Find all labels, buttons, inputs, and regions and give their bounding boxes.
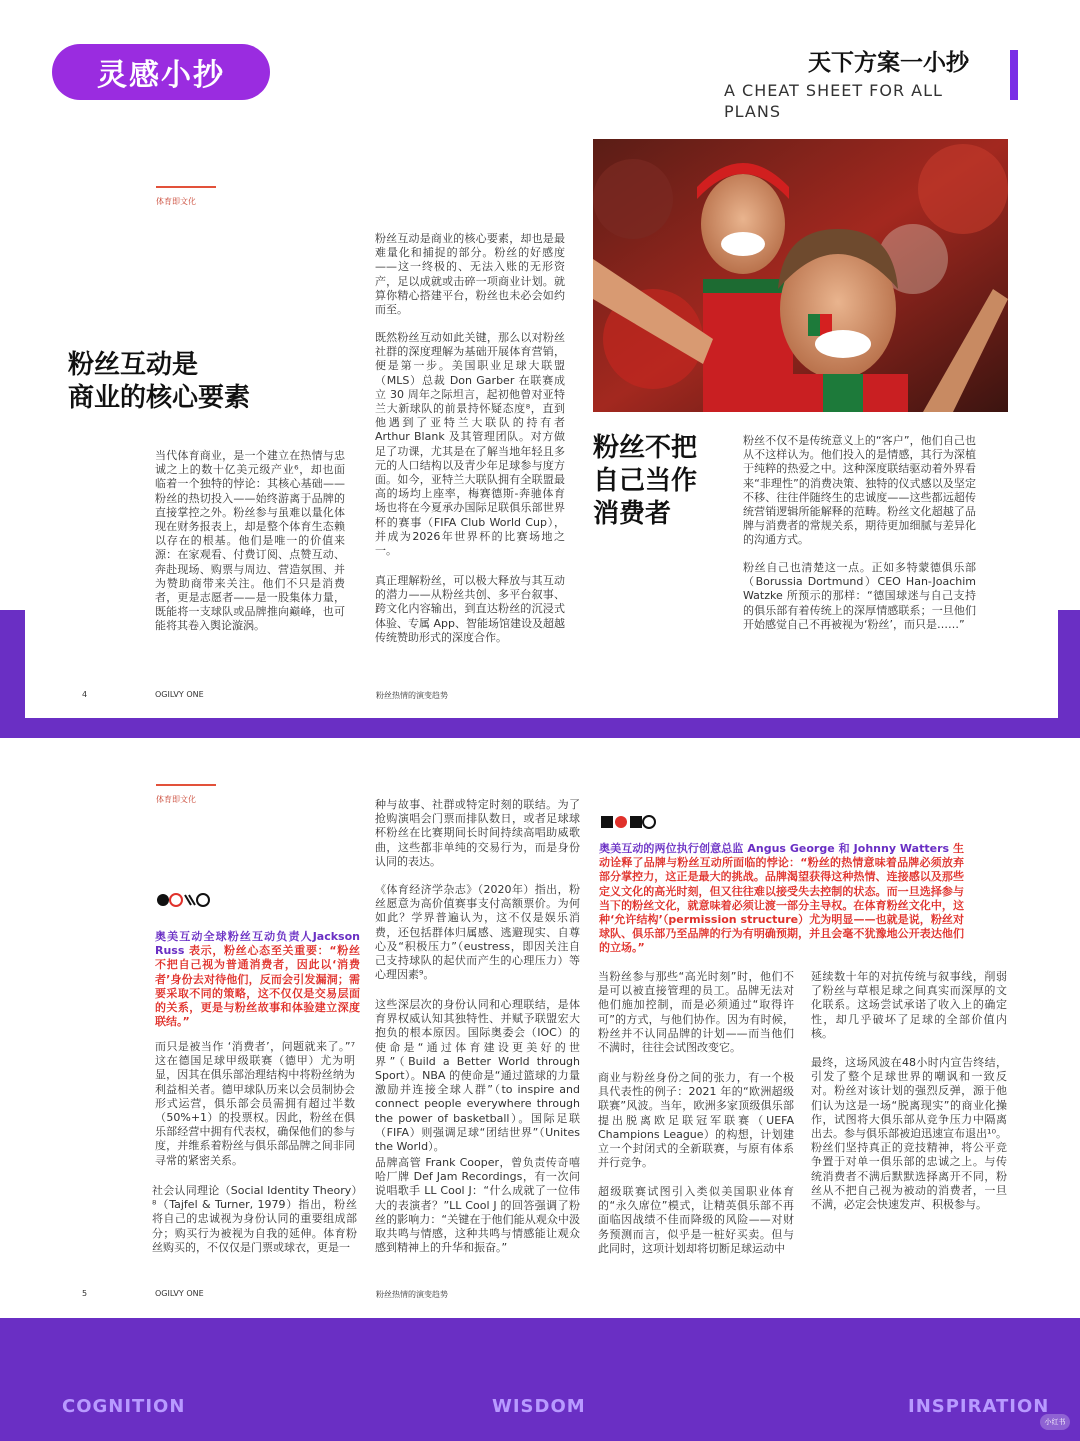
section-tag: 体育即文化 [156,197,196,206]
platform-watermark: 小红书 [1040,1414,1070,1430]
tag-divider [156,186,216,188]
body-column-2-para-3: 真正理解粉丝，可以极大释放与其互动的潜力——从粉丝共创、多平台叙事、跨文化内容输出，到直达粉丝的沉浸式体验、专属 App、智能场馆建设及超越传统赞助形式的深度合作。 [375,574,565,644]
p2-column-3-para-3: 超级联赛试图引入类似美国职业体育的“永久席位”模式，让精英俱乐部不再面临因战绩不佳而降级的风险——对财务预测而言，似乎是一桩好买卖。但与此同时，这项计划却将切断足球运动中 [598,1185,794,1255]
headline-2-line-3: 消费者 [593,499,672,529]
p2-column-1-para-2: 社会认同理论（Social Identity Theory）⁸（Tajfel & Turner, 1979）指出，粉丝将自己的忠诚视为身份认同的重要组成部分；购买行为被视为自我的延伸。体育粉丝购买的，不仅仅是门票或球衣，更是一 [152,1184,357,1254]
headline-2 [593,432,697,531]
headline-line-1: 粉丝互动是 [68,350,199,380]
bottom-label-cognition: COGNITION [62,1396,186,1417]
footer-title: 粉丝热情的演变趋势 [376,691,448,700]
page-number: 5 [82,1289,88,1298]
brand-logo [52,44,270,100]
p2-column-1-para-1: 而只是被当作 ‘消费者’，问题就来了。”⁷这在德国足球甲级联赛（德甲）尤为明显，因其在俱乐部治理结构中将粉丝纳为利益相关者。德甲球队历来以会员制协会形式运营，俱乐部会员需拥有超过半数（50%+1）的投票权。因此，粉丝在俱乐部经营中拥有代表权，确保他们的参与度，并维系着粉丝与俱乐部品牌之间非同寻常的紧密关系。 [155,1040,355,1167]
fans-photo-illustration [593,139,1008,412]
body-column-2-para-2: 既然粉丝互动如此关键，那么以对粉丝社群的深度理解为基础开展体育营销，便是第一步。美国职业足球大联盟（MLS）总裁 Don Garber 在联赛成立 30 周年之际坦言，起初他曾对亚特兰大新球队的前景持怀疑态度⁸，直到他遇到了亚特兰大联队的持有者 Arthur Blank 及其管理团队。对方做足了功课，尤其是在了解当地年轻且多元的人口结构以及青少年足球参与度方面。如今，亚特兰大联队拥有全联盟最高的场均上座率，梅赛德斯-奔驰体育场也将在今夏承办国际足联俱乐部世界杯的赛事（FIFA Club World Cup），并成为2026年世界杯的比赛场地之一。 [375,331,565,558]
headline-line-2: 商业的核心要素 [68,383,251,413]
emblem-icon-2 [600,814,656,833]
body-column-2-para-1: 粉丝互动是商业的核心要素，却也是最难量化和捕捉的部分。粉丝的好感度——这一终极的、无法入账的无形资产，足以成就或击碎一项商业计划。就算你精心搭建平台，粉丝也未必会如约而至。 [375,232,565,317]
fans-photo [593,139,1008,412]
pull-quote-1-source: 奥美互动全球粉丝互动负责人Jackson Russ [155,930,360,958]
body-column-1: 当代体育商业，是一个建立在热情与忠诚之上的数十亿美元级产业⁶，却也面临着一个独特的悖论：其核心基础——粉丝的热切投入——始终游离于品牌的直接掌控之外。粉丝参与虽难以量化体现在财务报表上，却是整个体育生态赖以存在的根基。他们是唯一的价值来源：在家观看、付费订阅、点赞互动、奔赴现场、购票与周边、营造氛围、并为赞助商带来关注。他们不只是消费者，更是志愿者——是一股集体力量，既能将一支球队或品牌推向巅峰，也可能将其卷入舆论漩涡。 [155,449,345,633]
bottom-label-inspiration: INSPIRATION [908,1396,1050,1417]
bottom-label-wisdom: WISDOM [492,1396,586,1417]
page-number: 4 [82,690,88,699]
body-column-3-para-1: 粉丝不仅不是传统意义上的“客户”，他们自己也从不这样认为。他们投入的是情感，其行为深植于纯粹的热爱之中。这种深度联结驱动着外界看来“非理性”的消费决策、独特的仪式感以及坚定不移、往往伴随终生的忠诚度——这些都远超传统营销逻辑所能解释的范畴。粉丝文化超越了品牌与消费者的常规关系，期待更加细腻与差异化的沟通方式。 [743,434,976,547]
series-subtitle: A CHEAT SHEET FOR ALL PLANS [724,81,943,121]
p2-column-4-para-2: 最终，这场风波在48小时内宣告终结，引发了整个足球世界的嘲讽和一致反对。粉丝对该计划的强烈反弹，源于他们认为这是一场“脱离现实”的商业化操作，试图将大俱乐部从竞争压力中隔离出去。参与俱乐部被迫迅速宣布退出¹⁰。粉丝们坚持真正的竞技精神，将公平竞争置于对单一俱乐部的忠诚之上。与传统消费者不满后默默选择离开不同，粉丝从不把自己视为被动的消费者，一旦不满，必定会快速发声、积极参与。 [811,1056,1007,1212]
p2-column-2-para-3: 这些深层次的身份认同和心理联结，是体育界权威认知其独特性、并赋予联盟宏大抱负的根本原因。国际奥委会（IOC）的使命是“通过体育建设更美好的世界”（Build a Better World through Sport）。NBA 的使命是“通过篮球的力量激励并连接全球人群”（to inspire and connect people everywhere through the power of basketball）。国际足联（FIFA）则强调足球“团结世界”（Unites the World）。 [375,998,580,1154]
p2-column-2-para-4: 品牌高管 Frank Cooper，曾负责传奇嘻哈厂牌 Def Jam Recordings，有一次问说唱歌手 LL Cool J：“什么成就了一位伟大的表演者？”LL Cool J 的回答强调了粉丝的影响力：“关键在于他们能从观众中汲取共鸣与情感，这种共鸣与情感能让观众感到精神上的升华和振奋。” [375,1156,580,1255]
pull-quote-1 [155,930,360,1029]
p2-column-4-para-1: 延续数十年的对抗传统与叙事线，削弱了粉丝与草根足球之间真实而深厚的文化联系。这场尝试承诺了收入上的确定性，却几乎破坏了足球的全部价值内核。 [811,970,1007,1040]
pull-quote-2-source: 奥美互动的两位执行创意总监 Angus George 和 Johnny Watters [599,842,950,855]
pull-quote-2 [599,842,964,956]
footer-brand: OGILVY ONE [155,1289,204,1298]
footer-brand: OGILVY ONE [155,690,204,699]
p2-column-3-para-2: 商业与粉丝身份之间的张力，有一个极具代表性的例子：2021 年的“欧洲超级联赛”风波。当年，欧洲多家顶级俱乐部提出脱离欧足联冠军联赛（UEFA Champions League）的构想，计划建立一个封闭式的全新联赛，与原有体系并行竞争。 [598,1071,794,1170]
brand-logo-text: 灵感小抄 [97,58,225,93]
pull-quote-2-text: 生动诠释了品牌与粉丝互动所面临的悖论：“粉丝的热情意味着品牌必须放弃部分掌控力，这正是最大的挑战。品牌渴望获得这种热情、连接感以及那些定义文化的高光时刻，但又往往难以接受失去控制的状态。而一旦选择参与当下的粉丝文化，就意味着必须让渡一部分主导权。在体育粉丝文化中，这种‘允许结构’（permission structure）尤为明显——也就是说，粉丝对球队、俱乐部乃至品牌的行为有明确预期，并且会毫不犹豫地公开表达他们的立场。” [599,842,964,955]
series-title: 天下方案一小抄 [808,50,969,76]
emblem-icon [156,892,212,911]
footer-title: 粉丝热情的演变趋势 [376,1290,448,1299]
p2-column-3-para-1: 当粉丝参与那些“高光时刻”时，他们不是可以被直接管理的员工。品牌无法对他们施加控制，而是必须通过“取得许可”的方式，与他们协作。因为有时候，粉丝并不认同品牌的计划——而当他们不满时，往往会试图改变它。 [598,970,794,1055]
accent-bar [1010,50,1018,100]
pull-quote-1-text: 表示，粉丝心态至关重要：“粉丝不把自己视为普通消费者，因此以‘消费者’身份去对待他们，反而会引发漏洞；需要采取不同的策略，这不仅仅是交易层面的关系，更是与粉丝故事和体验建立深度联结。” [155,944,360,1029]
p2-column-2-para-1: 种与故事、社群或特定时刻的联结。为了抢购演唱会门票而排队数日，或者足球球杯粉丝在比赛期间长时间持续高唱助威歌曲，这些都非单纯的交易行为，而是身份认同的表达。 [375,798,580,868]
section-tag: 体育即文化 [156,795,196,804]
purple-band-bottom [0,1318,1080,1441]
body-column-3-para-2: 粉丝自己也清楚这一点。正如多特蒙德俱乐部（Borussia Dortmund）CEO Han-Joachim Watzke 所预示的那样：“德国球迷与自己支持的俱乐部有着传统上的深厚情感联系；一旦他们开始感觉自己不再被视为‘粉丝’，而只是……” [743,561,976,631]
p2-column-2-para-2: 《体育经济学杂志》（2020年）指出，粉丝愿意为高价值赛事支付高额票价。为何如此？学界普遍认为，这不仅是娱乐消费，还包括群体归属感、逃避现实、自尊心及“积极压力”（eustress，即因关注自己支持球队的起伏而产生的心理压力）等心理因素⁹。 [375,883,580,982]
tag-divider [156,784,216,786]
headline-2-line-1: 粉丝不把 [593,433,698,463]
headline [68,349,250,415]
headline-2-line-2: 自己当作 [593,466,698,496]
